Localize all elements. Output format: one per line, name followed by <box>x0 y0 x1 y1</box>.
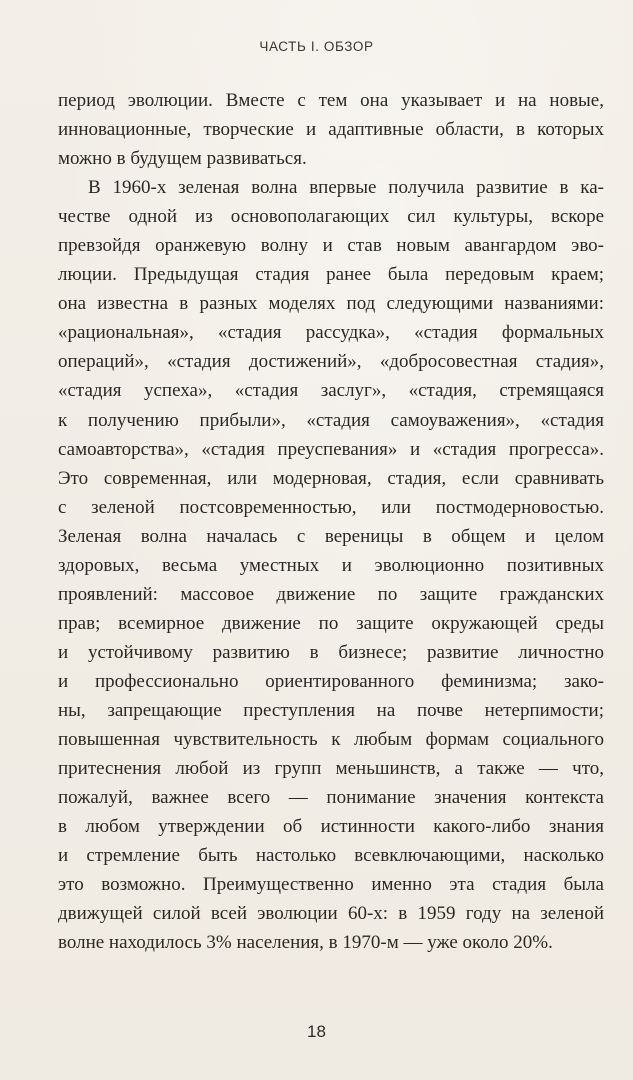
text-line: прав; всемирное движение по защите окружающей среды <box>58 612 604 634</box>
text-line: «стадия успеха», «стадия заслуг», «стадия, стремящаяся <box>58 380 604 402</box>
text-line: ны, запрещающие преступления на почве нетерпимости; <box>58 699 604 721</box>
text-line: повышенная чувствительность к любым формам социального <box>58 729 604 751</box>
text-line: самоавторства», «стадия преуспевания» и «стадия прогресса». <box>58 438 604 460</box>
text-line: можно в будущем развиваться. <box>58 148 307 170</box>
text-line: «рациональная», «стадия рассудка», «стадия формальных <box>58 322 604 344</box>
text-line: и профессионально ориентированного феминизма; зако- <box>58 670 604 692</box>
paragraph <box>58 86 604 173</box>
text-line: к получению прибыли», «стадия самоуважения», «стадия <box>58 409 604 431</box>
page-number: 18 <box>307 1022 326 1041</box>
text-line: в любом утверждении об истинности какого-либо знания <box>58 816 604 838</box>
text-line: период эволюции. Вместе с тем она указывает и на новые, <box>58 90 604 111</box>
body-text <box>58 86 604 957</box>
text-line: честве одной из основополагающих сил культуры, вскоре <box>58 206 604 228</box>
text-line: волне находилось 3% населения, в 1970-м — уже около 20%. <box>58 932 553 954</box>
text-line: здоровых, весьма уместных и эволюционно позитивных <box>58 554 604 576</box>
text-line: и стремление быть настолько всевключающими, насколько <box>58 845 604 867</box>
running-head: ЧАСТЬ I. ОБЗОР <box>259 39 374 54</box>
text-line: она известна в разных моделях под следующими названиями: <box>58 293 604 315</box>
text-line: операций», «стадия достижений», «добросовестная стадия», <box>58 351 604 373</box>
text-line: пожалуй, важнее всего — понимание значения контекста <box>58 787 604 809</box>
text-line: это возможно. Преимущественно именно эта стадия была <box>58 874 604 896</box>
text-line: превзойдя оранжевую волну и став новым авангардом эво- <box>58 235 604 257</box>
text-line: движущей силой всей эволюции 60-х: в 1959 году на зеленой <box>58 903 604 925</box>
text-line: Зеленая волна началась с вереницы в общем и целом <box>58 525 604 547</box>
text-line: с зеленой постсовременностью, или постмодерновостью. <box>58 496 604 518</box>
text-line: люции. Предыдущая стадия ранее была передовым краем; <box>58 264 604 286</box>
paragraph <box>58 173 604 957</box>
text-line: проявлений: массовое движение по защите гражданских <box>58 583 604 605</box>
text-line: инновационные, творческие и адаптивные области, в которых <box>58 119 604 141</box>
text-line: В 1960-х зеленая волна впервые получила развитие в ка- <box>88 177 604 199</box>
text-line: притеснения любой из групп меньшинств, а также — что, <box>58 758 604 780</box>
text-line: и устойчивому развитию в бизнесе; развитие личностно <box>58 641 604 663</box>
text-line: Это современная, или модерновая, стадия, если сравнивать <box>58 467 604 489</box>
